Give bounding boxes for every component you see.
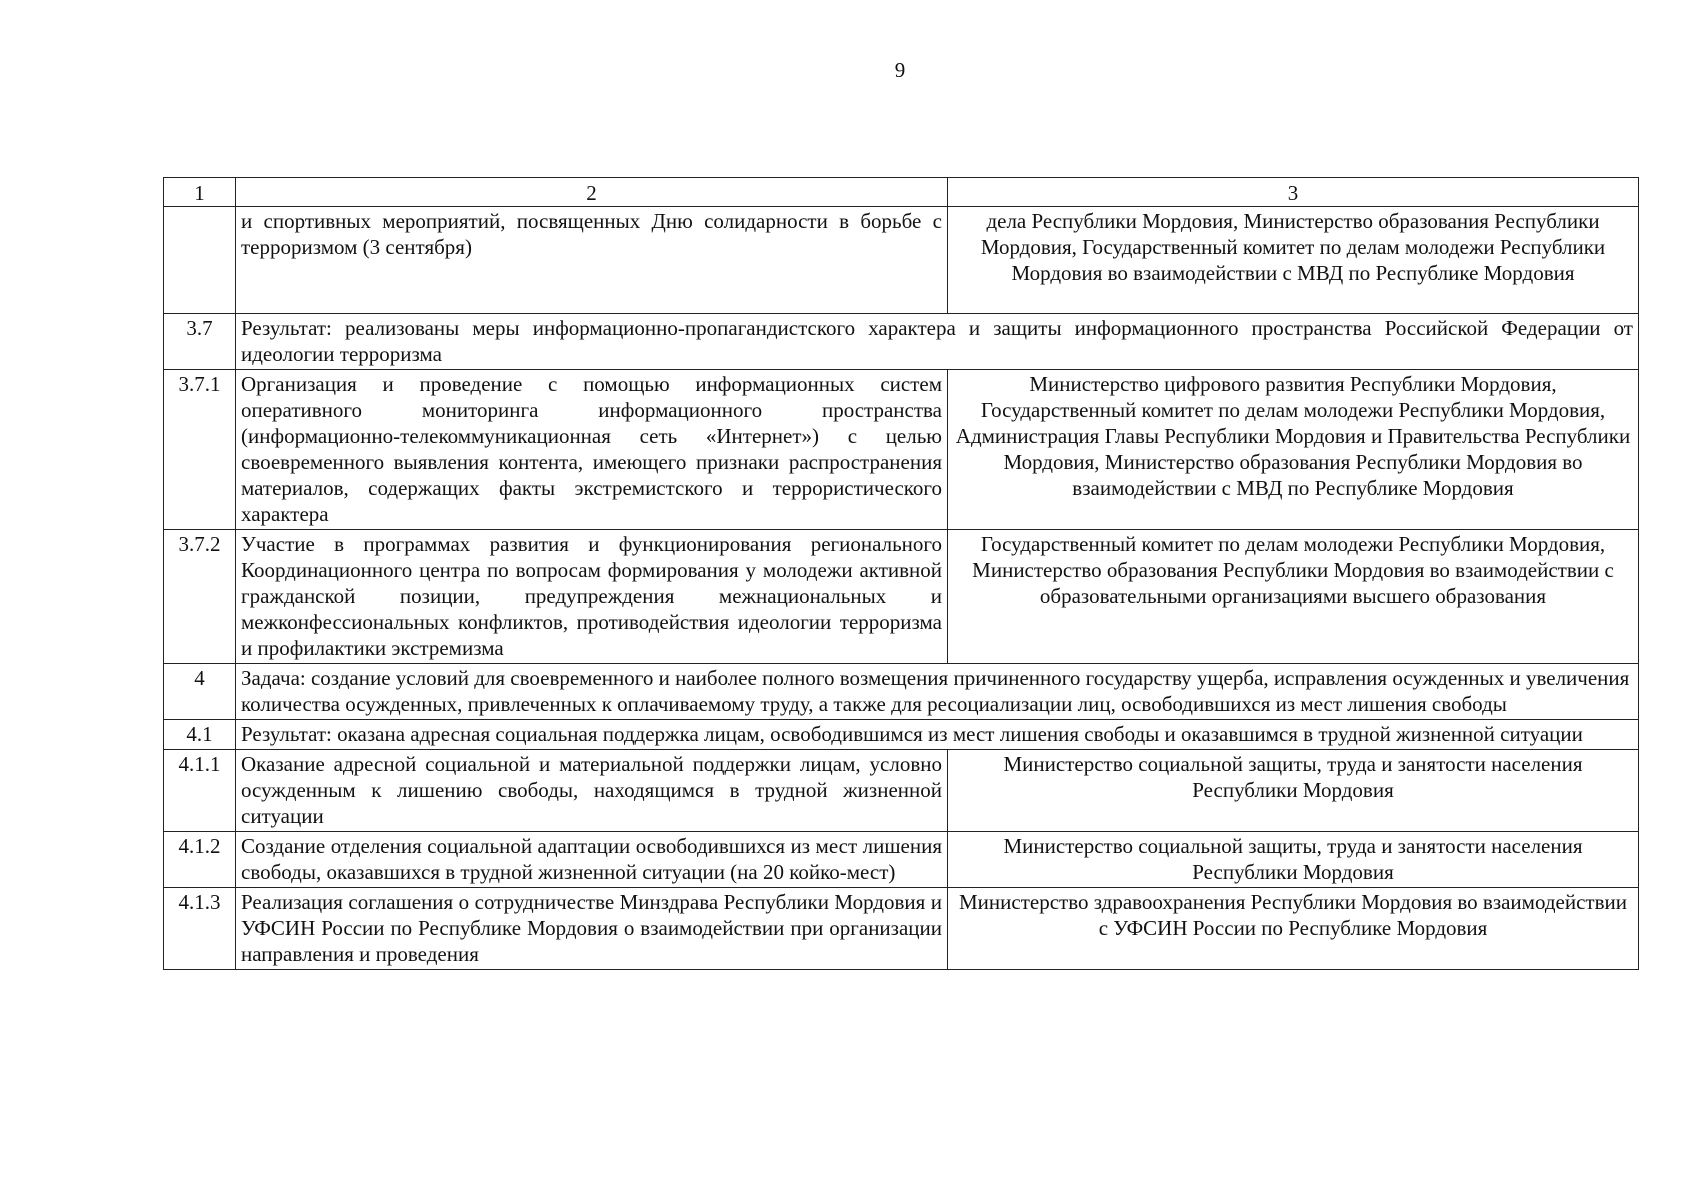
executors-cell: Министерство социальной защиты, труда и занятости населения Республики Мордовия [948, 750, 1639, 832]
table-row [164, 664, 1639, 720]
page-number: 9 [894, 58, 906, 82]
table-row [164, 314, 1639, 370]
column-number-3: 3 [948, 178, 1639, 207]
measure-cell: Организация и проведение с помощью информационных систем оперативного мониторинга информационного пространства (информационно-телекоммуникационная сеть «Интернет») с целью своевременного выявления контента, имеющего признаки распространения материалов, содержащих факты экстремистского и террористического характера [236, 370, 948, 530]
row-number: 4 [164, 664, 236, 720]
table-header-row [164, 178, 1639, 207]
table-row [164, 720, 1639, 750]
measure-cell: и спортивных мероприятий, посвященных Дню солидарности в борьбе с терроризмом (3 сентября) [236, 207, 948, 314]
row-number: 3.7 [164, 314, 236, 370]
measure-cell: Участие в программах развития и функционирования регионального Координационного центра по вопросам формирования у молодежи активной гражданской позиции, предупреждения межнациональных и межконфессиональных конфликтов, противодействия идеологии терроризма и профилактики экстремизма [236, 530, 948, 664]
executors-cell: дела Республики Мордовия, Министерство образования Республики Мордовия, Государственный комитет по делам молодежи Республики Мордовия во взаимодействии с МВД по Республике Мордовия [948, 207, 1639, 314]
table-row [164, 207, 1639, 314]
executors-cell: Министерство социальной защиты, труда и занятости населения Республики Мордовия [948, 832, 1639, 888]
row-number: 4.1.2 [164, 832, 236, 888]
table-row [164, 370, 1639, 530]
row-number: 4.1.1 [164, 750, 236, 832]
table-row [164, 888, 1639, 970]
column-number-1: 1 [164, 178, 236, 207]
row-number [164, 207, 236, 314]
executors-cell: Министерство цифрового развития Республики Мордовия, Государственный комитет по делам молодежи Республики Мордовия, Администрация Главы Республики Мордовия и Правительства Республики Мордовия, Министерство образования Республики Мордовия во взаимодействии с МВД по Республике Мордовия [948, 370, 1639, 530]
table-row [164, 750, 1639, 832]
measure-cell: Реализация соглашения о сотрудничестве Минздрава Республики Мордовия и УФСИН России по Республике Мордовия о взаимодействии при организации направления и проведения [236, 888, 948, 970]
executors-cell: Государственный комитет по делам молодежи Республики Мордовия, Министерство образования Республики Мордовия во взаимодействии с образовательными организациями высшего образования [948, 530, 1639, 664]
row-number: 3.7.2 [164, 530, 236, 664]
row-number: 4.1.3 [164, 888, 236, 970]
table-row [164, 530, 1639, 664]
task-cell: Задача: создание условий для своевременного и наиболее полного возмещения причиненного государству ущерба, исправления осужденных и увеличения количества осужденных, привлеченных к оплачиваемому труду, а также для ресоциализации лиц, освободившихся из мест лишения свободы [236, 664, 1639, 720]
measures-table [163, 177, 1639, 970]
column-number-2: 2 [236, 178, 948, 207]
result-cell: Результат: оказана адресная социальная поддержка лицам, освободившимся из мест лишения свободы и оказавшимся в трудной жизненной ситуации [236, 720, 1639, 750]
table-row [164, 832, 1639, 888]
row-number: 3.7.1 [164, 370, 236, 530]
row-number: 4.1 [164, 720, 236, 750]
result-cell: Результат: реализованы меры информационно-пропагандистского характера и защиты информационного пространства Российской Федерации от идеологии терроризма [236, 314, 1639, 370]
measure-cell: Создание отделения социальной адаптации освободившихся из мест лишения свободы, оказавшихся в трудной жизненной ситуации (на 20 койко-мест) [236, 832, 948, 888]
executors-cell: Министерство здравоохранения Республики Мордовия во взаимодействии с УФСИН России по Республике Мордовия [948, 888, 1639, 970]
measure-cell: Оказание адресной социальной и материальной поддержки лицам, условно осужденным к лишению свободы, находящимся в трудной жизненной ситуации [236, 750, 948, 832]
